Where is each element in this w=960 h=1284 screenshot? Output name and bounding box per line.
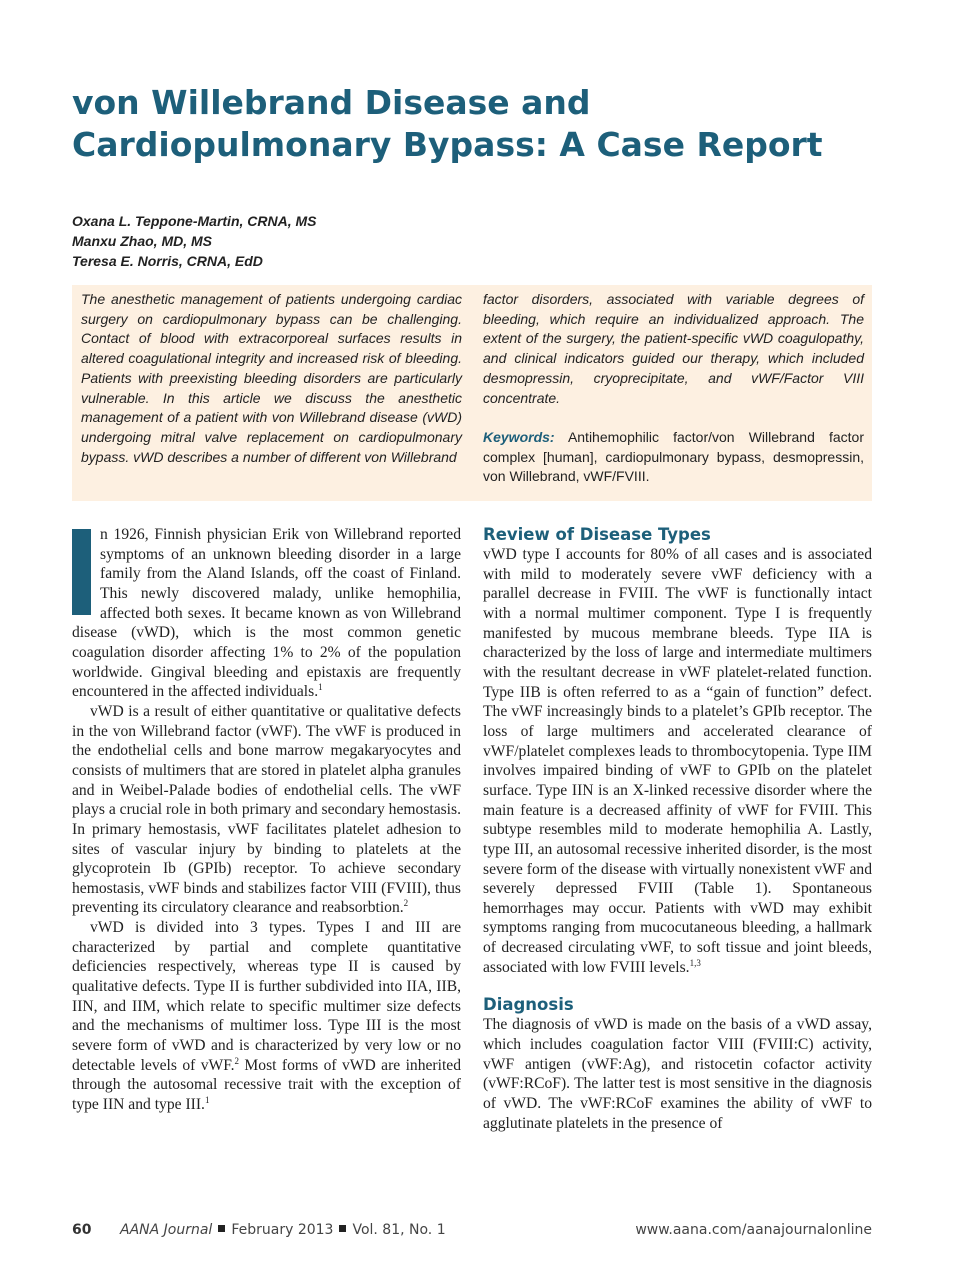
abstract-left-column: [81, 290, 462, 467]
article-title: von Willebrand Disease and Cardiopulmonary Bypass: A Case Report: [72, 83, 823, 164]
citation: 1: [204, 1095, 210, 1106]
citation: 2: [403, 898, 409, 909]
citation: 1,3: [689, 957, 701, 968]
paragraph: vWD type I accounts for 80% of all cases and is associated with mild to moderately severe vWF deficiency with a parallel decrease in FVIII. The vWF is functionally intact with a normal multimer component. Type I is frequently manifested by mucous membrane bleeds. Type IIA is characterized by the loss of large and intermediate multimers with the resultant decrease in vWF platelet-related function. Type IIB is often referred to as a “gain of function” defect. The vWF increasingly binds to a platelet’s GPIb receptor. The loss of large multimers and accelerated clearance of vWF/platelet complexes leads to thrombocytopenia. Type IIM involves impaired binding of vWF to GPIb on the platelet surface. Type IIN is an X-linked recessive disorder where the main feature is a decreased affinity of vWF for FVIII. This subtype resembles mild to moderate hemophilia A. Lastly, type III, an autosomal recessive inherited disorder, is the most severe form of the disease with virtually nonexistent vWF and severely depressed FVIII (Table 1). Spontaneous hemorrhages may occur. Patients with vWD may exhibit symptoms ranging from mucocutaneous bleeding, a hallmark of decreased circulating vWF, to soft tissue and joint bleeds, associated with low FVIII levels.$^{1,3}$: [483, 546, 872, 976]
journal-url: www.aana.com/aanajournalonline: [635, 1222, 872, 1238]
keywords-label: Keywords:: [483, 428, 555, 445]
section-heading-review: Review of Disease Types: [483, 525, 711, 544]
abstract-text-continued: factor disorders, associated with variable degrees of bleeding, which require an individualized approach. The extent of the surgery, the patient-specific vWD coagulopathy, and clinical indicators guided our therapy, which included desmopressin, cryoprecipitate, and vWF/Factor VIII concentrate.: [483, 291, 864, 406]
author-name: Manxu Zhao, MD, MS: [72, 233, 212, 249]
body-left-column: [72, 525, 461, 1115]
issue-date: February 2013: [231, 1222, 334, 1238]
keywords: [483, 428, 864, 487]
paragraph-intro: n 1926, Finnish physician Erik von Willebrand reported symptoms of an unknown bleeding disorder in a large family from the Aland Islands, off the coast of Finland. This newly discovered malady, unlike hemophilia, affected both sexes. It became known as von Willebrand disease (vWD), which is the most common genetic coagulation disorder affecting 1% to 2% of the population worldwide. Gingival bleeding and epistaxis are frequently encountered in the affected individuals.$^1$: [72, 526, 461, 701]
page-number: 60: [72, 1222, 92, 1238]
body-right-column: [483, 525, 872, 1133]
abstract-text: The anesthetic management of patients undergoing cardiac surgery on cardiopulmonary bypass can be challenging. Contact of blood with extracorporeal surfaces results in altered coagulational integrity and increased risk of bleeding. Patients with preexisting bleeding disorders are particularly vulnerable. In this article we discuss the anesthetic management of a patient with von Willebrand disease (vWD) undergoing mitral valve replacement on cardiopulmonary bypass. vWD describes a number of different von Willebrand: [81, 291, 462, 465]
paragraph: vWD is a result of either quantitative or qualitative defects in the von Willebrand factor (vWF). The vWF is produced in the endothelial cells and bone marrow megakaryocytes and consists of multimers that are stored in platelet alpha granules and in Weibel-Palade bodies of endothelial cells. The vWF plays a crucial role in both primary and secondary hemostasis. In primary hemostasis, vWF facilitates platelet adhesion to sites of vascular injury by binding to platelets at the glycoprotein Ib (GPIb) receptor. To achieve secondary hemostasis, vWF binds and stabilizes factor VIII (FVIII), thus preventing its circulatory clearance and reabsorbtion.$^2$: [72, 702, 461, 917]
journal-citation: [120, 1222, 446, 1238]
volume: Vol. 81, No. 1: [352, 1222, 446, 1238]
author-name: Teresa E. Norris, CRNA, EdD: [72, 253, 263, 269]
citation: 1: [318, 682, 323, 693]
paragraph: The diagnosis of vWD is made on the basis of a vWD assay, which includes coagulation factor VIII (FVIII:C) activity, vWF antigen (vWF:Ag), and ristocetin cofactor activity (vWF:RCoF). The latter test is most sensitive in the diagnosis of vWD. The vWF:RCoF examines the ability of vWF to agglutinate platelets in the presence of: [483, 1016, 872, 1132]
journal-name: AANA Journal: [120, 1222, 213, 1238]
paragraph: vWD is divided into 3 types. Types I and III are characterized by partial and complete quantitative deficiencies respectively, whereas type II is caused by qualitative defects. Type II is further subdivided into IIA, IIB, IIN, and IIM, which relate to specific multimer size defects and the mechanisms of multimer loss. Type III is the most severe form of vWD and is characterized by very low or no detectable levels of vWF.$^2$ Most forms of vWD are inherited through the autosomal recessive trait with the exception of type IIN and type III.$^1$: [72, 919, 462, 1114]
page-footer: [72, 1222, 872, 1242]
section-heading-diagnosis: Diagnosis: [483, 995, 574, 1015]
citation: 2: [234, 1055, 240, 1066]
author-name: Oxana L. Teppone-Martin, CRNA, MS: [72, 213, 317, 229]
abstract-box: [72, 285, 872, 501]
drop-cap: [72, 529, 91, 615]
abstract-right-column: [483, 290, 864, 487]
keywords-text: Antihemophilic factor/von Willebrand factor complex [human], cardiopulmonary bypass, desmopressin, von Willebrand, vWF/FVIII.: [483, 428, 864, 485]
square-bullet-icon: [339, 1225, 346, 1232]
author-list: [72, 211, 317, 271]
square-bullet-icon: [218, 1225, 225, 1232]
